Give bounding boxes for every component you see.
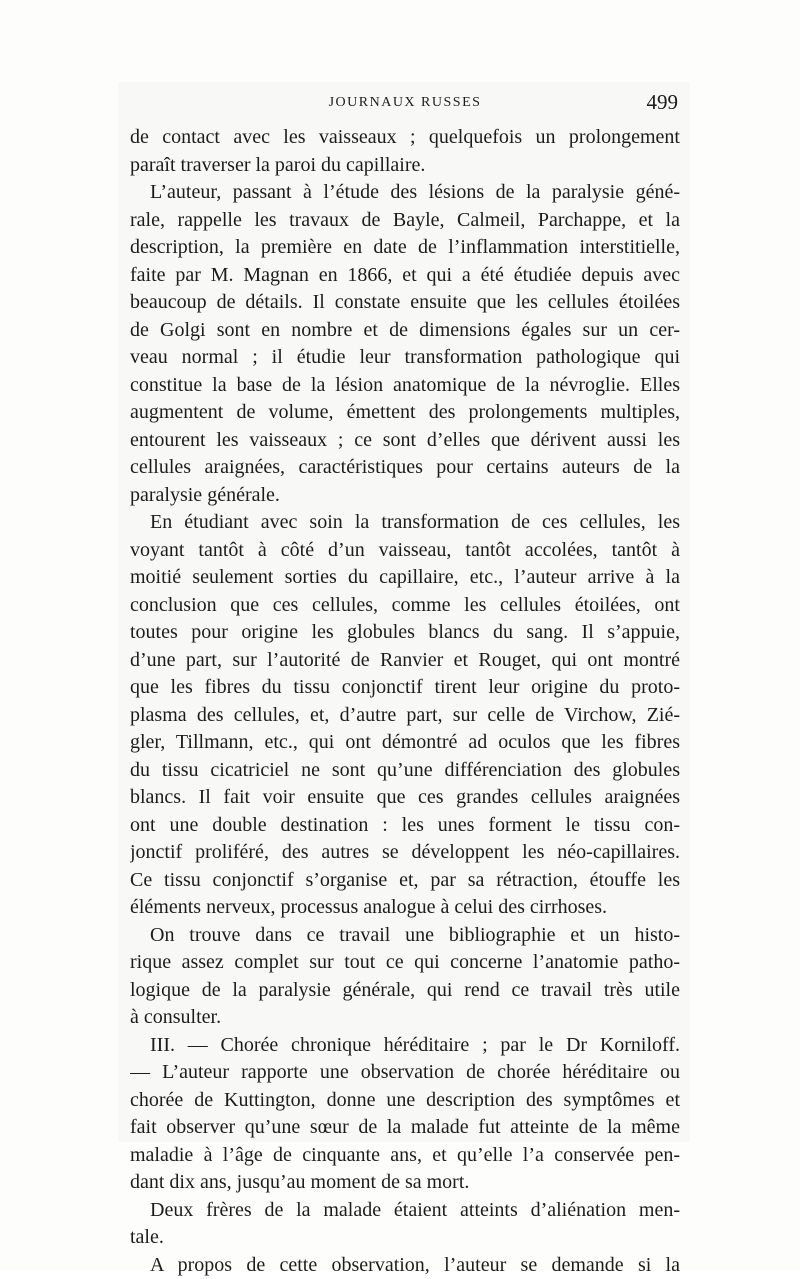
text-line: voyant tantôt à côté d’un vaisseau, tantôt accolées, tantôt à (130, 537, 680, 565)
text-line: tale. (130, 1224, 680, 1252)
text-line: faite par M. Magnan en 1866, et qui a été étudiée depuis avec (130, 262, 680, 290)
text-line: veau normal ; il étudie leur transformation pathologique qui (130, 344, 680, 372)
text-line: rique assez complet sur tout ce qui concerne l’anatomie patho- (130, 949, 680, 977)
text-line: à consulter. (130, 1004, 680, 1032)
text-line: moitié seulement sorties du capillaire, etc., l’auteur arrive à la (130, 564, 680, 592)
text-line: d’une part, sur l’autorité de Ranvier et Rouget, qui ont montré (130, 647, 680, 675)
text-line: Deux frères de la malade étaient atteints d’aliénation men- (130, 1197, 680, 1225)
text-line: En étudiant avec soin la transformation de ces cellules, les (130, 509, 680, 537)
body-text (130, 124, 680, 1279)
text-line: constitue la base de la lésion anatomique de la névroglie. Elles (130, 372, 680, 400)
text-line: toutes pour origine les globules blancs du sang. Il s’appuie, (130, 619, 680, 647)
text-line: description, la première en date de l’inflammation interstitielle, (130, 234, 680, 262)
text-line: paralysie générale. (130, 482, 680, 510)
text-line: conclusion que ces cellules, comme les cellules étoilées, ont (130, 592, 680, 620)
text-line: de contact avec les vaisseaux ; quelquefois un prolongement (130, 124, 680, 152)
text-line: fait observer qu’une sœur de la malade fut atteinte de la même (130, 1114, 680, 1142)
text-line: éléments nerveux, processus analogue à celui des cirrhoses. (130, 894, 680, 922)
text-line: rale, rappelle les travaux de Bayle, Calmeil, Parchappe, et la (130, 207, 680, 235)
text-line: augmentent de volume, émettent des prolongements multiples, (130, 399, 680, 427)
text-line: jonctif proliféré, des autres se développent les néo-capillaires. (130, 839, 680, 867)
text-line: — L’auteur rapporte une observation de chorée héréditaire ou (130, 1059, 680, 1087)
text-line: paraît traverser la paroi du capillaire. (130, 152, 680, 180)
text-line: blancs. Il fait voir ensuite que ces grandes cellules araignées (130, 784, 680, 812)
text-line: L’auteur, passant à l’étude des lésions de la paralysie géné- (130, 179, 680, 207)
text-line: Ce tissu conjonctif s’organise et, par sa rétraction, étouffe les (130, 867, 680, 895)
text-line: que les fibres du tissu conjonctif tirent leur origine du proto- (130, 674, 680, 702)
text-line: On trouve dans ce travail une bibliographie et un histo- (130, 922, 680, 950)
text-line: du tissu cicatriciel ne sont qu’une différenciation des globules (130, 757, 680, 785)
text-line: beaucoup de détails. Il constate ensuite que les cellules étoilées (130, 289, 680, 317)
text-line: ont une double destination : les unes forment le tissu con- (130, 812, 680, 840)
text-line: gler, Tillmann, etc., qui ont démontré ad oculos que les fibres (130, 729, 680, 757)
text-line: III. — Chorée chronique héréditaire ; par le Dr Korniloff. (130, 1032, 680, 1060)
text-line: entourent les vaisseaux ; ce sont d’elles que dérivent aussi les (130, 427, 680, 455)
text-line: logique de la paralysie générale, qui rend ce travail très utile (130, 977, 680, 1005)
text-line: cellules araignées, caractéristiques pour certains auteurs de la (130, 454, 680, 482)
running-head: JOURNAUX RUSSES (130, 92, 680, 114)
text-line: plasma des cellules, et, d’autre part, sur celle de Virchow, Zié- (130, 702, 680, 730)
text-line: chorée de Kuttington, donne une description des symptômes et (130, 1087, 680, 1115)
page-header (130, 92, 680, 114)
text-line: maladie à l’âge de cinquante ans, et qu’elle l’a conservée pen- (130, 1142, 680, 1170)
page-number: 499 (647, 89, 679, 115)
text-line: A propos de cette observation, l’auteur se demande si la (130, 1252, 680, 1279)
text-line: de Golgi sont en nombre et de dimensions égales sur un cer- (130, 317, 680, 345)
text-line: dant dix ans, jusqu’au moment de sa mort. (130, 1169, 680, 1197)
